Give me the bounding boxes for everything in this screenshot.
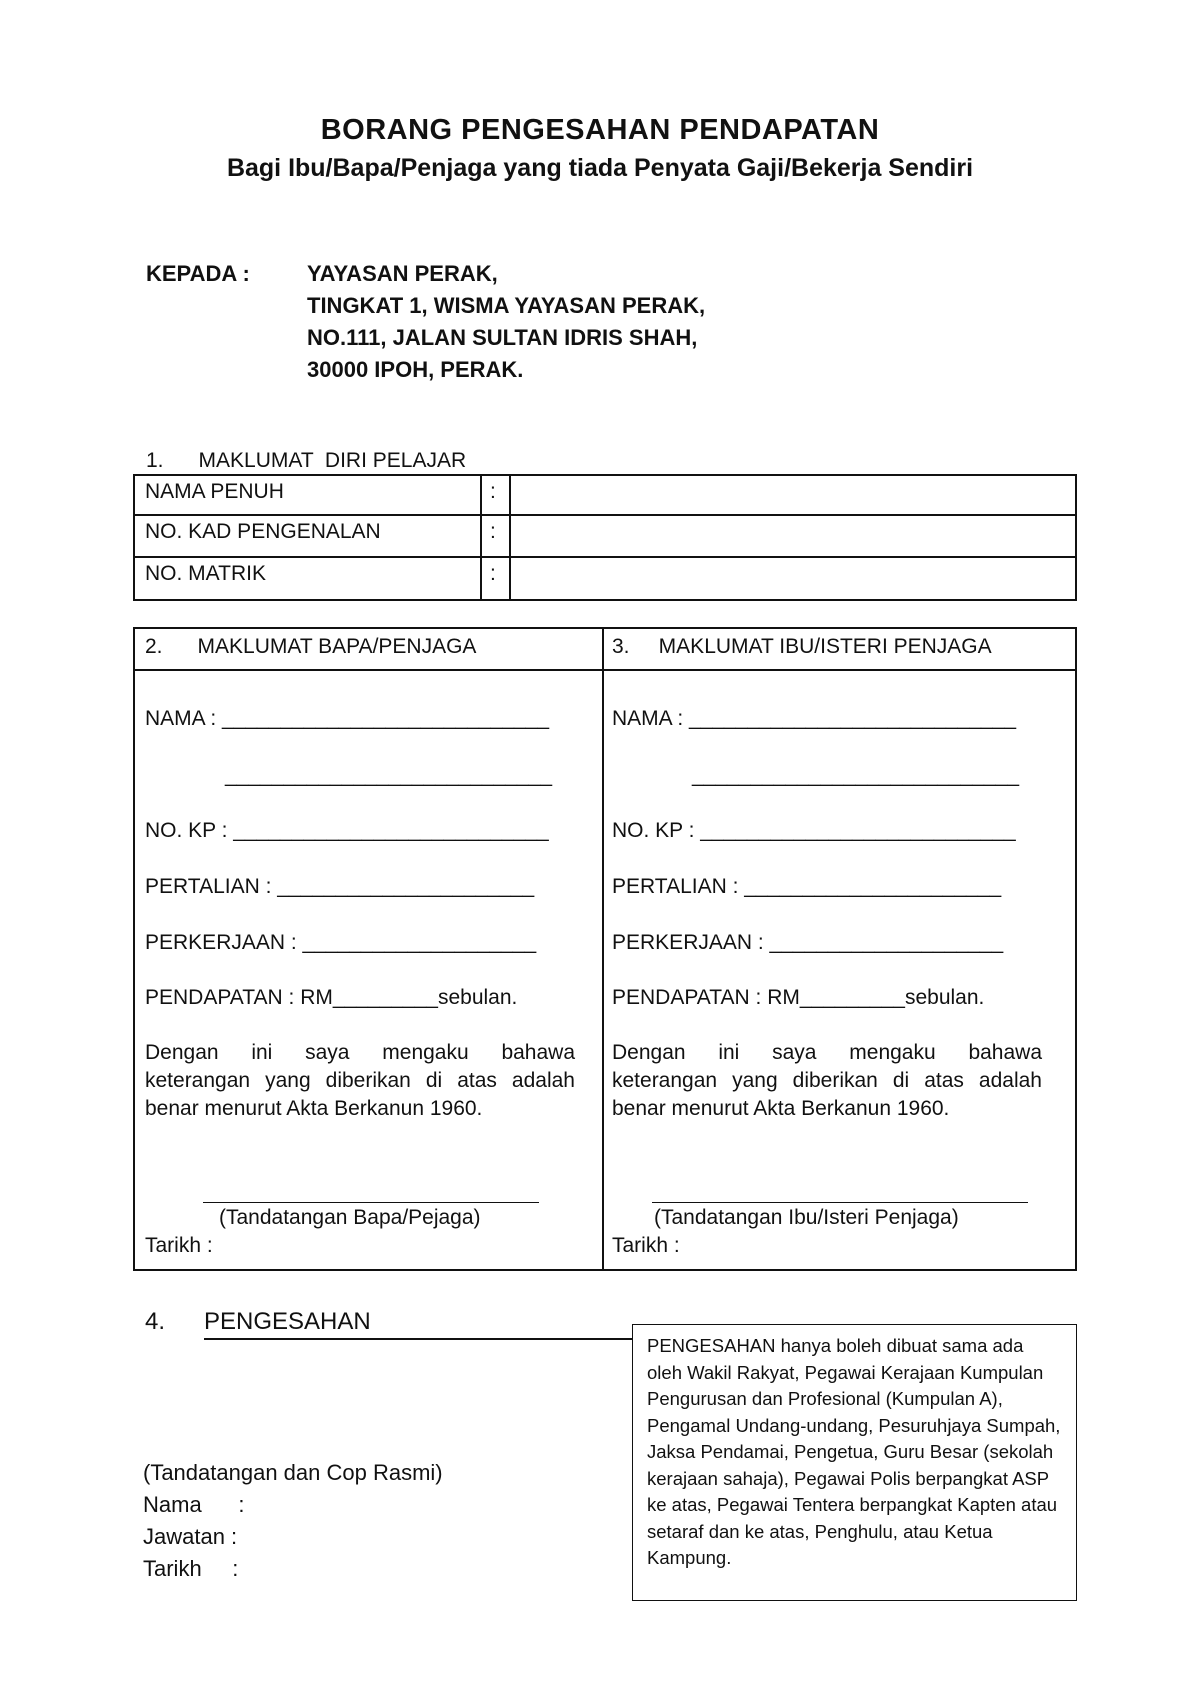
father-relation-field[interactable]: PERTALIAN : ______________________ (145, 875, 535, 898)
recipient-address (307, 258, 705, 386)
father-occupation-field[interactable]: PERKERJAAN : ____________________ (145, 931, 537, 954)
section1-heading: 1. MAKLUMAT DIRI PELAJAR (146, 449, 467, 472)
section4-heading: PENGESAHAN (204, 1308, 371, 1335)
section4-number: 4. (145, 1308, 166, 1335)
recipient-label: KEPADA : (146, 261, 250, 286)
mother-column (602, 629, 1077, 1269)
address-line: TINGKAT 1, WISMA YAYASAN PERAK, (307, 293, 706, 318)
row-colon: : (490, 562, 496, 585)
mother-declaration: Dengan ini saya mengaku bahawa keterangan yang diberikan di atas adalah benar menurut Akta Berkanun 1960. (612, 1041, 1042, 1120)
father-declaration: Dengan ini saya mengaku bahawa keterangan yang diberikan di atas adalah benar menurut Akta Berkanun 1960. (145, 1041, 575, 1120)
address-line: NO.111, JALAN SULTAN IDRIS SHAH, (307, 325, 698, 350)
mother-relation-field[interactable]: PERTALIAN : ______________________ (612, 875, 1002, 898)
address-line: 30000 IPOH, PERAK. (307, 357, 524, 382)
mother-signature-label: (Tandatangan Ibu/Isteri Penjaga) (654, 1206, 959, 1229)
father-name-field[interactable]: NAMA : ____________________________ (145, 707, 550, 730)
table-row-nama-penuh (135, 476, 1075, 516)
mother-ic-field[interactable]: NO. KP : ___________________________ (612, 819, 1016, 842)
official-name-field[interactable]: Nama : (143, 1492, 245, 1517)
father-signature-label: (Tandatangan Bapa/Pejaga) (219, 1206, 481, 1229)
mother-name-field-cont[interactable]: ____________________________ (692, 764, 1020, 787)
mother-occupation-field[interactable]: PERKERJAAN : ____________________ (612, 931, 1004, 954)
father-ic-field[interactable]: NO. KP : ___________________________ (145, 819, 549, 842)
father-name-field-cont[interactable]: ____________________________ (225, 764, 553, 787)
row-colon: : (490, 480, 496, 503)
row-colon: : (490, 520, 496, 543)
mother-date-label: Tarikh : (612, 1234, 680, 1257)
father-column (135, 629, 602, 1269)
row-label: NO. MATRIK (145, 562, 266, 585)
section2-heading: 2. MAKLUMAT BAPA/PENJAGA (145, 635, 477, 658)
certification-note: PENGESAHAN hanya boleh dibuat sama ada oleh Wakil Rakyat, Pegawai Kerajaan Kumpulan Pengurusan dan Profesional (Kumpulan A), Pengamal Undang-undang, Pesuruhjaya Sumpah, Jaksa Pendamai, Pengetua, Guru Besar (sekolah kerajaan sahaja), Pegawai Polis berpangkat ASP ke atas, Pegawai Tentera berpangkat Kapten atau setaraf dan ke atas, Penghulu, atau Ketua Kampung. (632, 1324, 1077, 1601)
form-title: BORANG PENGESAHAN PENDAPATAN (320, 114, 880, 146)
section3-heading: 3. MAKLUMAT IBU/ISTERI PENJAGA (612, 635, 992, 658)
father-date-label: Tarikh : (145, 1234, 213, 1257)
official-position-field[interactable]: Jawatan : (143, 1524, 238, 1549)
table-row-no-matrik (135, 558, 1075, 599)
row-label: NAMA PENUH (145, 480, 284, 503)
father-signature-line[interactable] (203, 1202, 539, 1203)
student-info-table (133, 474, 1077, 601)
official-date-field[interactable]: Tarikh : (143, 1556, 239, 1581)
parent-info-table (133, 627, 1077, 1271)
row-label: NO. KAD PENGENALAN (145, 520, 381, 543)
form-subtitle: Bagi Ibu/Bapa/Penjaga yang tiada Penyata Gaji/Bekerja Sendiri (226, 154, 974, 182)
mother-name-field[interactable]: NAMA : ____________________________ (612, 707, 1017, 730)
father-income-field[interactable]: PENDAPATAN : RM_________sebulan. (145, 986, 518, 1009)
address-line: YAYASAN PERAK, (307, 261, 498, 286)
mother-signature-line[interactable] (652, 1202, 1028, 1203)
official-signature-label: (Tandatangan dan Cop Rasmi) (143, 1460, 443, 1485)
mother-income-field[interactable]: PENDAPATAN : RM_________sebulan. (612, 986, 985, 1009)
section4-heading-underline (204, 1338, 632, 1340)
table-row-no-kp (135, 516, 1075, 558)
